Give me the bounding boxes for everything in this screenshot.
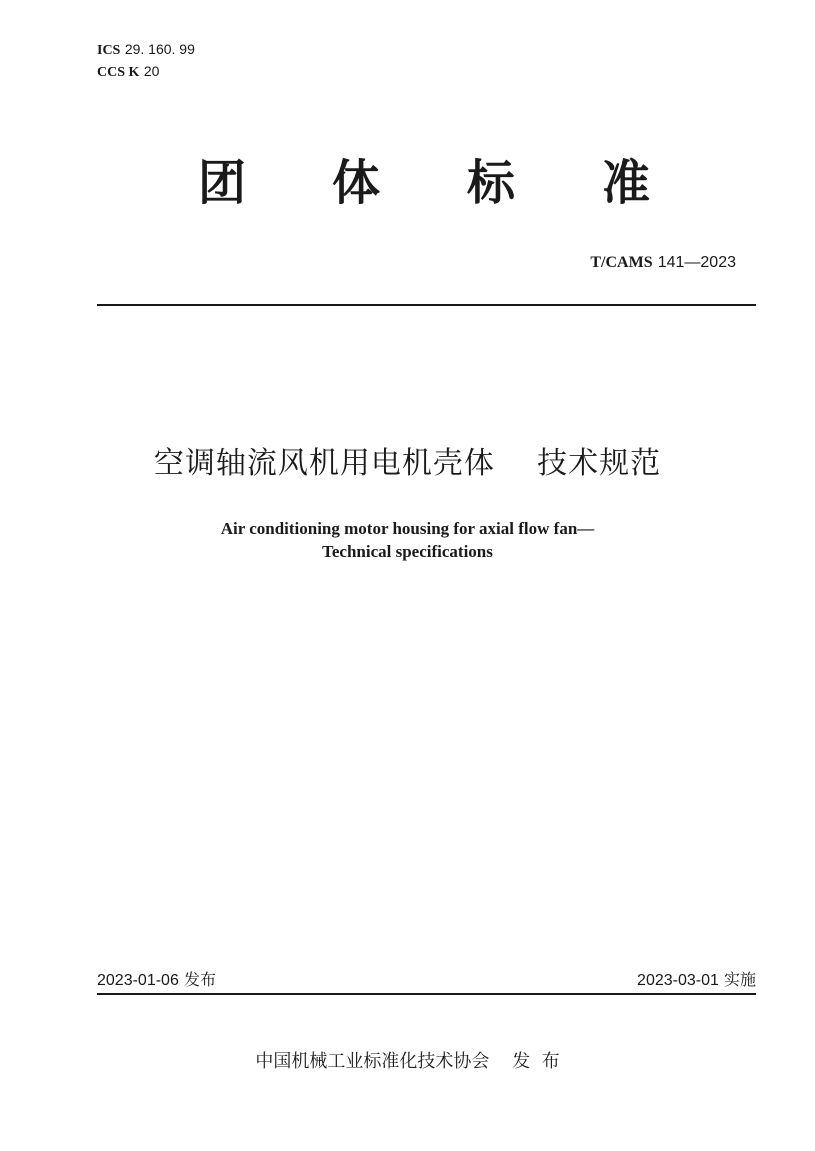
publisher: 中国机械工业标准化技术协会 发 布 (255, 1051, 560, 1072)
ics-value: 29. 160. 99 (124, 41, 195, 57)
standard-number-prefix: T/CAMS (590, 254, 653, 271)
document-title-cn: 空调轴流风机用电机壳体 技术规范 (153, 446, 662, 481)
standard-type-char-2: 体 (332, 155, 381, 211)
ccs-code (97, 61, 195, 83)
standard-type-char-1: 团 (198, 155, 247, 211)
implementation-date-value: 2023-03-01 (637, 972, 719, 989)
document-title-en-line1: Air conditioning motor housing for axial flow fan— (220, 519, 595, 538)
standard-type-char-4: 准 (602, 155, 651, 211)
standard-number (590, 250, 736, 275)
implementation-date-label: 实施 (723, 970, 756, 989)
ccs-value: 20 (143, 63, 160, 79)
classification-codes (97, 39, 195, 83)
issue-date-value: 2023-01-06 (97, 972, 179, 989)
ics-label: ICS (97, 43, 121, 58)
standard-number-value: 141—2023 (657, 254, 736, 271)
ccs-label: CCS K (97, 65, 140, 80)
footer-divider (97, 993, 756, 995)
document-title-en-line2: Technical specifications (322, 542, 493, 561)
implementation-date (637, 968, 756, 993)
header-divider (97, 304, 756, 306)
document-title-en (0, 517, 815, 563)
standard-type-char-3: 标 (467, 155, 516, 211)
standard-type-heading (0, 148, 815, 218)
ics-code (97, 39, 195, 61)
issue-date-label: 发布 (183, 970, 216, 989)
issue-date (97, 968, 216, 993)
